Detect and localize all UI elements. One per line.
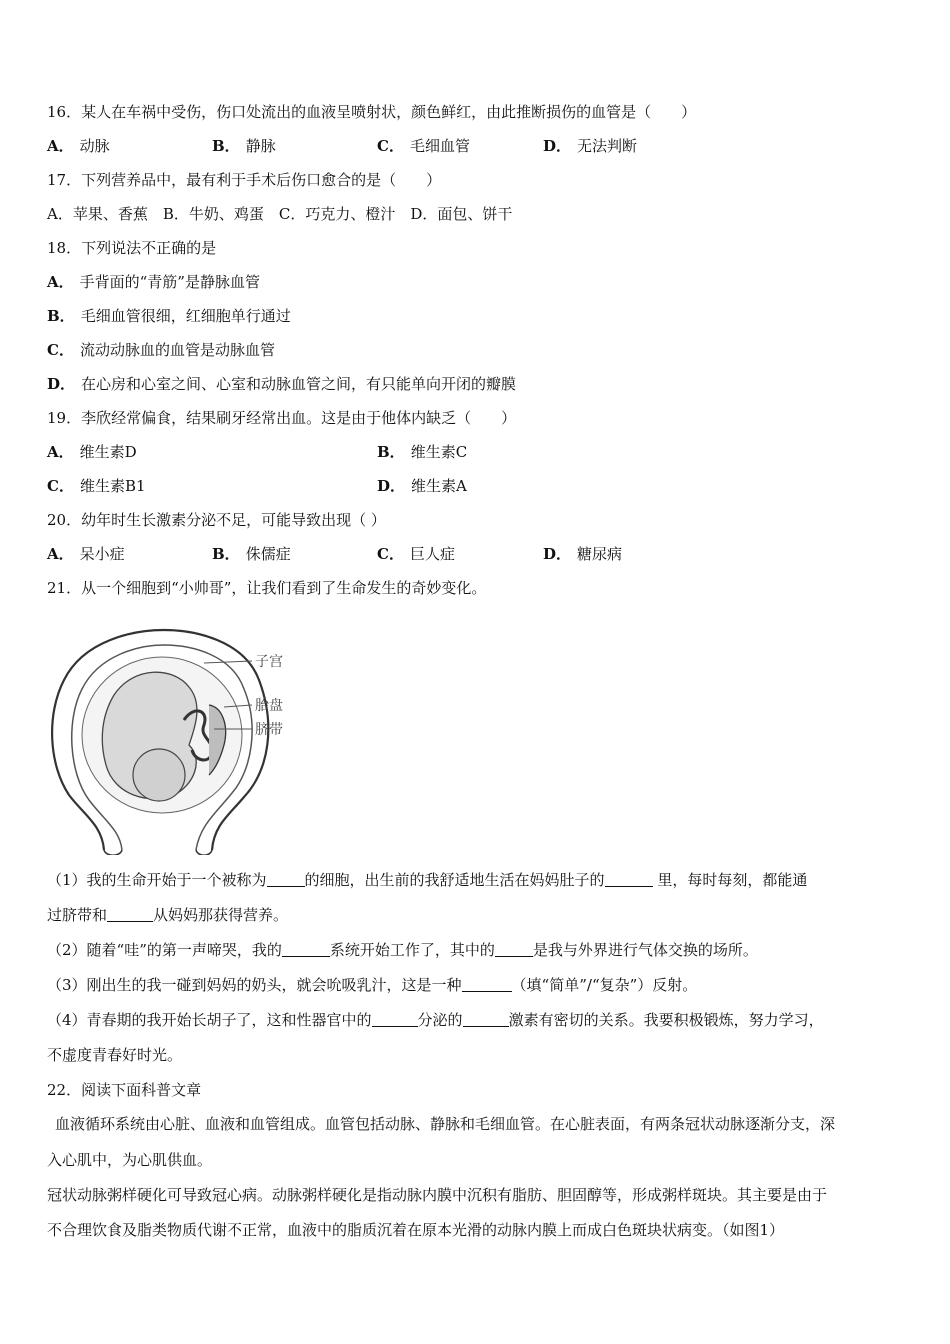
option-text: 静脉: [245, 137, 276, 155]
q21-sub1-text-e: 从妈妈那获得营养。: [153, 906, 289, 924]
placenta-label: 胎盘: [255, 698, 283, 714]
option-text: 巨人症: [409, 545, 455, 563]
option-label: A．: [47, 137, 74, 155]
umbilical-cord-label: 脐带: [255, 722, 283, 738]
option-text: 维生素D: [79, 443, 137, 461]
answer-blank[interactable]: [107, 907, 153, 922]
q21-sub4-text-a: （4）青春期的我开始长胡子了，这和性器官中的: [47, 1011, 372, 1029]
q21-sub4-line1: [47, 1010, 824, 1030]
option-label: B．: [212, 545, 240, 563]
q19-option-b: [377, 442, 467, 462]
option-label: D．: [543, 137, 572, 155]
option-text: 维生素A: [411, 477, 467, 495]
q20-option-c: [377, 544, 455, 564]
q20-option-b: [212, 544, 291, 564]
option-text: 流动动脉血的血管是动脉血管: [79, 341, 275, 359]
option-text: 在心房和心室之间、心室和动脉血管之间，有只能单向开闭的瓣膜: [81, 375, 517, 393]
q16-option-b: [212, 136, 276, 156]
q21-sub4-line2: 不虚度青春好时光。: [47, 1046, 183, 1064]
answer-blank[interactable]: [605, 872, 653, 887]
option-label: B．: [377, 443, 405, 461]
q21-sub1-text-d: 过脐带和: [47, 906, 108, 924]
option-label: A．: [47, 443, 74, 461]
option-text: 毛细血管很细，红细胞单行通过: [80, 307, 291, 325]
q22-para1-line1: 血液循环系统由心脏、血液和血管组成。血管包括动脉、静脉和毛细血管。在心脏表面，有两条冠状动脉逐渐分支，深: [55, 1115, 836, 1133]
option-label: D．: [377, 477, 406, 495]
q21-sub1-text-b: 的细胞，出生前的我舒适地生活在妈妈肚子的: [304, 871, 605, 889]
q19-option-d: [377, 476, 467, 496]
q19-option-c: [47, 476, 146, 496]
q22-para1-line2: 入心肌中，为心肌供血。: [47, 1151, 213, 1169]
q20-stem: 20．幼年时生长激素分泌不足，可能导致出现（ ）: [47, 511, 386, 529]
q18-stem: 18．下列说法不正确的是: [47, 239, 217, 257]
answer-blank[interactable]: [462, 977, 512, 992]
q21-sub1-text-c: 里，每时每刻，都能通: [652, 871, 808, 889]
answer-blank[interactable]: [495, 942, 533, 957]
answer-blank[interactable]: [267, 872, 305, 887]
option-text: 手背面的“青筋”是静脉血管: [79, 273, 260, 291]
q21-sub4-text-b: 分泌的: [417, 1011, 463, 1029]
option-text: 无法判断: [577, 137, 638, 155]
q21-sub3-text-a: （3）刚出生的我一碰到妈妈的奶头，就会吮吸乳汁，这是一种: [47, 976, 462, 994]
option-label: A．: [47, 273, 74, 291]
option-label: D．: [47, 375, 76, 393]
option-label: C．: [377, 545, 404, 563]
uterus-diagram: [44, 625, 304, 855]
uterus-leader-line: [204, 661, 252, 663]
q16-option-a: [47, 136, 110, 156]
q18-option-c: [47, 340, 275, 360]
q21-sub2-text-a: （2）随着“哇”的第一声啼哭，我的: [47, 941, 282, 959]
q21-sub2: [47, 940, 758, 960]
option-text: 维生素C: [410, 443, 468, 461]
answer-blank[interactable]: [282, 942, 330, 957]
q17-options: A．苹果、香蕉 B．牛奶、鸡蛋 C．巧克力、橙汁 D．面包、饼干: [47, 205, 513, 223]
q18-option-a: [47, 272, 260, 292]
q16-stem: 16．某人在车祸中受伤，伤口处流出的血液呈喷射状，颜色鲜红，由此推断损伤的血管是（ ）: [47, 103, 697, 121]
uterus-label: 子宫: [255, 654, 283, 670]
option-label: D．: [543, 545, 572, 563]
q22-para2-line1: 冠状动脉粥样硬化可导致冠心病。动脉粥样硬化是指动脉内膜中沉积有脂肪、胆固醇等，形成粥样斑块。其主要是由于: [47, 1186, 828, 1204]
q22-stem: 22．阅读下面科普文章: [47, 1081, 202, 1099]
q20-option-d: [543, 544, 622, 564]
q16-option-d: [543, 136, 637, 156]
option-label: C．: [47, 477, 74, 495]
q21-sub2-text-b: 系统开始工作了，其中的: [329, 941, 495, 959]
option-label: B．: [212, 137, 240, 155]
answer-blank[interactable]: [463, 1012, 509, 1027]
q21-sub1-text-a: （1）我的生命开始于一个被称为: [47, 871, 267, 889]
option-text: 维生素B1: [79, 477, 146, 495]
q22-para2-line2: 不合理饮食及脂类物质代谢不正常，血液中的脂质沉着在原本光滑的动脉内膜上而成白色斑块状病变。（如图1）: [47, 1221, 785, 1239]
option-label: C．: [377, 137, 404, 155]
q20-option-a: [47, 544, 125, 564]
q21-sub1-line2: [47, 905, 288, 925]
option-text: 毛细血管: [409, 137, 470, 155]
q21-sub1-line1: [47, 870, 807, 890]
q21-sub2-text-c: 是我与外界进行气体交换的场所。: [532, 941, 758, 959]
q19-option-a: [47, 442, 137, 462]
option-text: 动脉: [79, 137, 110, 155]
option-text: 糖尿病: [577, 545, 623, 563]
q16-option-c: [377, 136, 470, 156]
option-label: A．: [47, 545, 74, 563]
q19-stem: 19．李欣经常偏食，结果刷牙经常出血。这是由于他体内缺乏（ ）: [47, 409, 517, 427]
option-label: B．: [47, 307, 75, 325]
option-label: C．: [47, 341, 74, 359]
q21-sub3: [47, 975, 697, 995]
q17-stem: 17．下列营养品中，最有利于手术后伤口愈合的是（ ）: [47, 171, 442, 189]
q21-sub3-text-b: （填“简单”/“复杂”）反射。: [511, 976, 698, 994]
option-text: 呆小症: [79, 545, 125, 563]
q18-option-b: [47, 306, 291, 326]
option-text: 侏儒症: [245, 545, 291, 563]
q21-stem: 21．从一个细胞到“小帅哥”，让我们看到了生命发生的奇妙变化。: [47, 579, 487, 597]
q18-option-d: [47, 374, 516, 394]
answer-blank[interactable]: [372, 1012, 418, 1027]
q21-sub4-text-c: 激素有密切的关系。我要积极锻炼，努力学习，: [508, 1011, 824, 1029]
